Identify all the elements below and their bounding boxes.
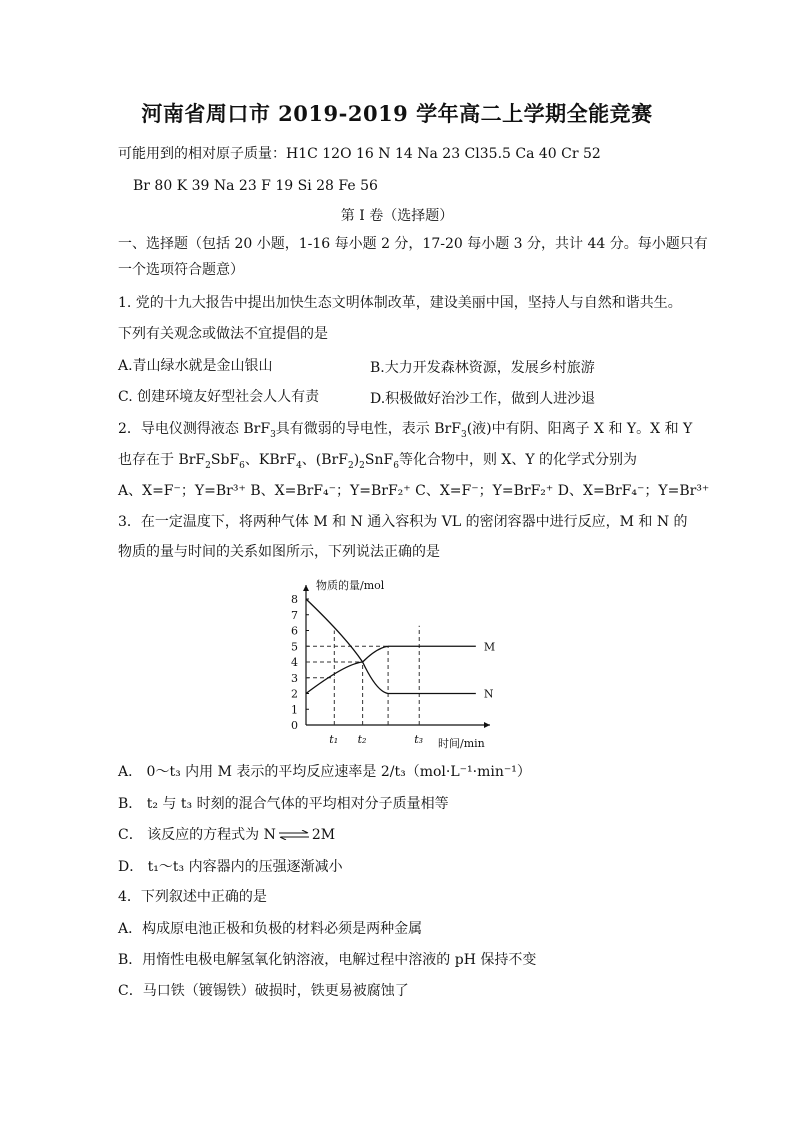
series-m-line — [306, 646, 476, 693]
instructions-line-1: 一、选择题（包括 20 小题，1-16 每小题 2 分，17-20 每小题 3 分，共计 44 分。每小题只有 — [118, 236, 708, 252]
atomic-mass-line-1: 可能用到的相对原子质量：H1C 12O 16 N 14 Na 23 Cl35.5 Ca 40 Cr 52 — [118, 146, 601, 162]
equilibrium-arrow-icon — [278, 830, 310, 840]
q2-options: A、X=F⁻；Y=Br³⁺ B、X=BrF₄⁻；Y=BrF₂⁺ C、X=F⁻；Y=BrF₂⁺ D、X=BrF₄⁻；Y=Br³⁺ — [118, 483, 710, 499]
y-tick-label: 2 — [291, 687, 298, 701]
y-tick-label: 8 — [291, 593, 298, 606]
section-heading: 第 I 卷（选择题） — [340, 208, 454, 224]
q1-option-a: A.青山绿水就是金山银山 — [118, 358, 273, 374]
x-axis-label: 时间/min — [438, 737, 485, 750]
q4-option-c: C．马口铁（镀锡铁）破损时，铁更易被腐蚀了 — [118, 983, 409, 999]
x-tick-label: t₃ — [414, 733, 424, 746]
q3-option-c: C． 该反应的方程式为 N 2M — [118, 827, 336, 843]
q3-option-a: A． 0～t₃ 内用 M 表示的平均反应速率是 2/t₃（mol·L⁻¹·min⁻¹） — [118, 764, 531, 780]
instructions-line-2: 一个选项符合题意） — [118, 262, 244, 278]
q3-option-b: B． t₂ 与 t₃ 时刻的混合气体的平均相对分子质量相等 — [118, 796, 449, 812]
q2-stem-line-1: 2．导电仪测得液态 BrF$_3$具有微弱的导电性，表示 BrF$_3$(液)中有阴、阳离子 X 和 Y。X 和 Y — [118, 421, 693, 440]
q2-stem-line-2: 也存在于 BrF$_2$SbF$_6$、KBrF$_4$、$(BrF_2)_2SnF_6$等化合物中，则 X、Y 的化学式分别为 — [118, 452, 638, 471]
series-n-label: N — [483, 687, 494, 701]
q4-option-a: A．构成原电池正极和负极的材料必须是两种金属 — [118, 921, 423, 937]
q1-option-b: B.大力开发森林资源，发展乡村旅游 — [370, 360, 595, 376]
y-tick-label: 7 — [291, 608, 298, 622]
y-tick-label: 6 — [291, 624, 298, 638]
x-axis-arrow — [484, 722, 490, 728]
x-tick-label: t₂ — [357, 733, 367, 746]
page-title: 河南省周口市 2019-2019 学年高二上学期全能竞赛 — [141, 101, 653, 126]
q1-option-d: D.积极做好治沙工作，做到人进沙退 — [370, 391, 596, 407]
y-tick-label: 0 — [291, 719, 298, 732]
q1-stem-line-2: 下列有关观念或做法不宜提倡的是 — [118, 326, 328, 342]
q1-option-c: C. 创建环境友好型社会人人有责 — [118, 389, 320, 405]
y-tick-label: 1 — [291, 703, 298, 717]
q1-stem-line-1: 1. 党的十九大报告中提出加快生态文明体制改革，建设美丽中国，坚持人与自然和谐共生。 — [118, 295, 682, 311]
y-tick-label: 5 — [291, 640, 298, 654]
y-axis-label: 物质的量/mol — [316, 579, 385, 592]
y-tick-label: 3 — [291, 671, 298, 685]
q3-option-d: D． t₁～t₃ 内容器内的压强逐渐减小 — [118, 859, 343, 875]
y-tick-label: 4 — [291, 656, 298, 669]
y-axis-arrow — [303, 585, 309, 591]
x-tick-label: t₁ — [329, 733, 339, 746]
q3-stem-line-2: 物质的量与时间的关系如图所示，下列说法正确的是 — [118, 544, 440, 560]
q3-chart — [280, 567, 540, 752]
q4-option-b: B．用惰性电极电解氢氧化钠溶液，电解过程中溶液的 pH 保持不变 — [118, 952, 537, 968]
q4-stem: 4．下列叙述中正确的是 — [118, 889, 267, 905]
q3-stem-line-1: 3．在一定温度下，将两种气体 M 和 N 通入容积为 VL 的密闭容器中进行反应，M 和 N 的 — [118, 514, 688, 530]
atomic-mass-line-2: Br 80 K 39 Na 23 F 19 Si 28 Fe 56 — [133, 178, 378, 194]
series-m-label: M — [483, 640, 496, 654]
